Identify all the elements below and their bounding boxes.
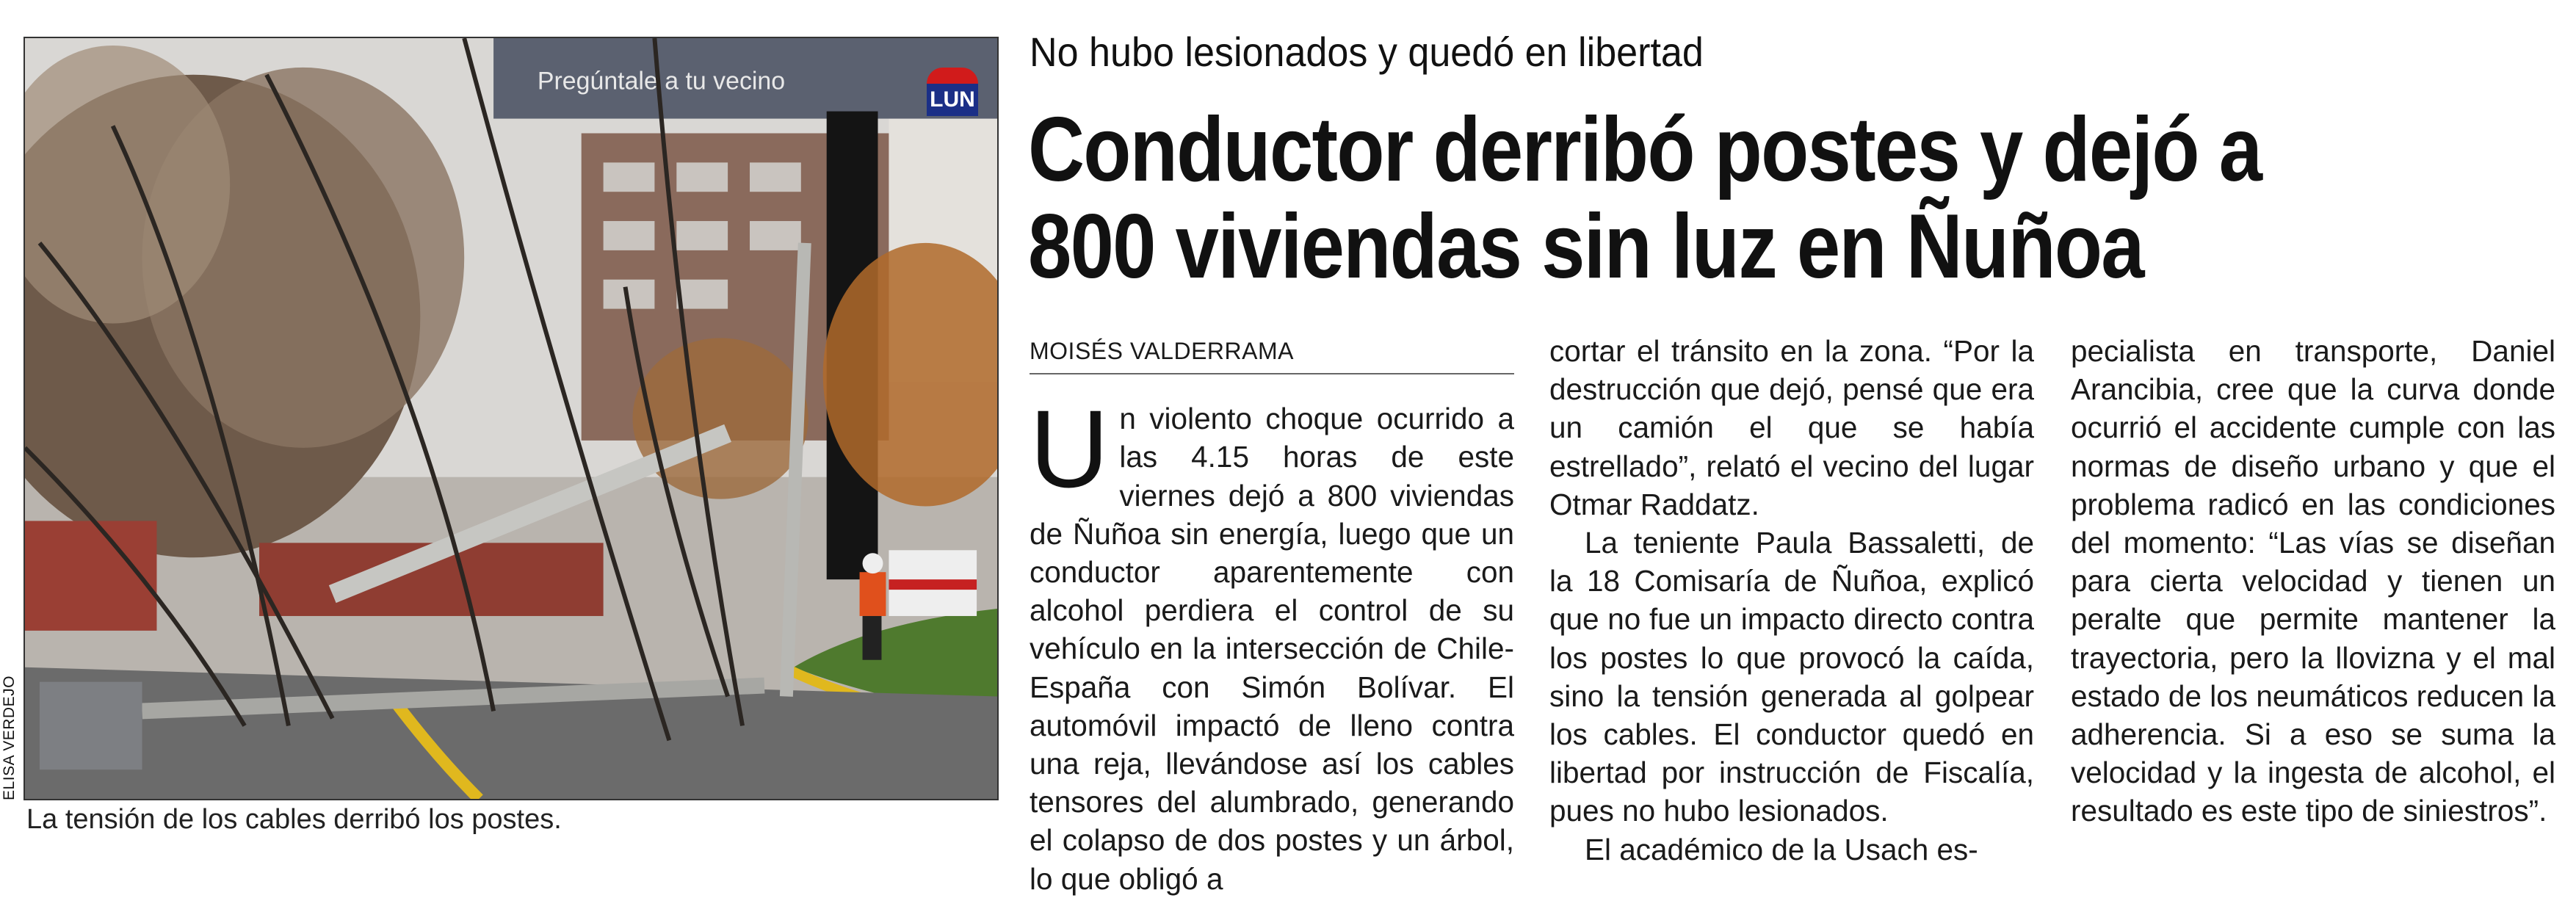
billboard-text: Pregúntale a tu vecino: [537, 67, 786, 95]
paragraph-text: n violento choque ocurrido a las 4.15 horas de este viernes dejó a 800 viviendas de Ñuñoa sin energía, luego que un conductor aparentemente con alcohol perdiera el control de su vehículo en la intersección de Chile-España con Simón Bolívar. El automóvil impactó de lleno contra una reja, llevándose así los cables tensores del alumbrado, generando el colapso de dos postes y un árbol, lo que obligó a: [1030, 402, 1514, 896]
body-column-3: [2071, 332, 2555, 830]
photo-caption: La tensión de los cables derribó los postes.: [26, 804, 562, 835]
body-paragraph: El académico de la Usach es-: [1585, 832, 1978, 866]
photo-credit-text: ELISA VERDEJO: [1, 676, 18, 800]
body-paragraph: [1030, 387, 1514, 898]
body-column-1: [1030, 332, 1514, 898]
body-paragraph: cortar el tránsito en la zona. “Por la destrucción que dejó, pensé que era un camión el que se había estrellado”, relató el vecino del lugar Otmar Raddatz.: [1549, 334, 2034, 521]
headline-line-1: Conductor derribó postes y dejó a: [1028, 99, 2262, 200]
article-kicker: No hubo lesionados y quedó en libertad: [1030, 29, 1704, 75]
lun-logo: [927, 68, 978, 116]
byline: [1030, 332, 1514, 374]
article-headline: [1028, 101, 2354, 295]
byline-author: MOISÉS VALDERRAMA: [1030, 338, 1294, 364]
body-paragraph: pecialista en transporte, Daniel Arancibia, cree que la curva donde ocurrió el accidente cumple con las normas de diseño urbano y que el problema radicó en las condiciones del momento: “Las vías se diseñan para cierta velocidad y tienen un peralte que permite mantener la trayectoria, pero la llovizna y el mal estado de los neumáticos reducen la adherencia. Si a eso se suma la velocidad y la ingesta de alcohol, el resultado es este tipo de siniestros”.: [2071, 334, 2555, 828]
body-column-2: [1549, 332, 2034, 869]
headline-line-2: 800 viviendas sin luz en Ñuñoa: [1028, 196, 2143, 297]
lun-logo-text: LUN: [927, 84, 978, 116]
body-paragraph: La teniente Paula Bassaletti, de la 18 Comisaría de Ñuñoa, explicó que no fue un impacto directo contra los postes lo que provocó la caída, sino la tensión generada al golpear los cables. El conductor quedó en libertad por instrucción de Fiscalía, pues no hubo lesionados.: [1549, 526, 2034, 828]
drop-cap: U: [1030, 387, 1110, 511]
photo-credit: [0, 665, 19, 811]
news-photo: [23, 37, 999, 800]
accident-scene-illustration: [25, 38, 997, 799]
